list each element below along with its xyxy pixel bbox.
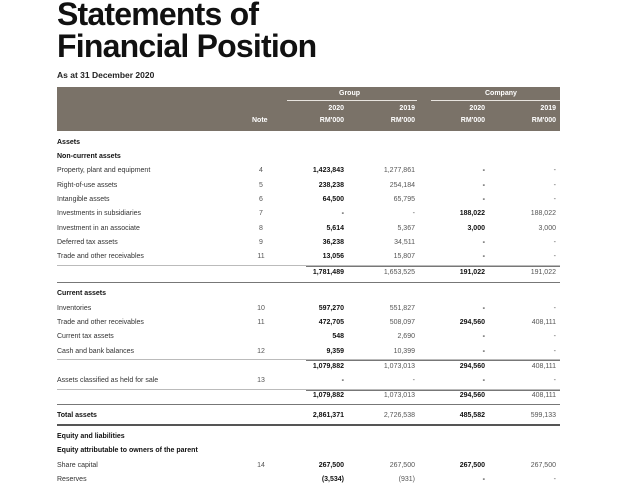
group-2019-cell: 2,690	[397, 333, 415, 340]
company-2019-cell: 3,000	[538, 225, 556, 232]
group-2019-cell: (931)	[398, 476, 415, 483]
table-row	[57, 182, 560, 194]
subtotal-row	[57, 269, 560, 281]
company-2020-cell: -	[482, 377, 485, 384]
title-line-2: Financial Position	[57, 28, 317, 64]
table-row	[57, 210, 560, 222]
company-2020-cell: -	[482, 167, 485, 174]
table-row	[57, 319, 560, 331]
table-row	[57, 239, 560, 251]
group-2019-cell: 1,073,013	[383, 392, 415, 399]
table-row	[57, 196, 560, 208]
group-2019-cell: 34,511	[394, 239, 415, 246]
company-2020-cell: 294,560	[459, 363, 485, 370]
company-2019-cell: -	[553, 167, 556, 174]
row-label: Current tax assets	[57, 333, 114, 340]
note-cell: 9	[259, 239, 263, 246]
row-label: Non-current assets	[57, 153, 121, 160]
company-2019-cell: -	[553, 377, 556, 384]
header-group-rule	[287, 100, 417, 101]
table-row	[57, 305, 560, 317]
subtotal-row	[57, 363, 560, 375]
group-2019-cell: 65,795	[393, 196, 415, 203]
group-2020-cell: 2,861,371	[312, 412, 344, 419]
group-2019-cell: 267,500	[389, 462, 415, 469]
header-unit-3: RM'000	[460, 117, 485, 124]
table-row	[57, 167, 560, 179]
group-2019-cell: 15,807	[393, 253, 415, 260]
group-2020-cell: (3,534)	[321, 476, 344, 483]
note-cell: 12	[257, 348, 265, 355]
header-year-2: 2019	[399, 105, 415, 112]
company-2019-cell: 408,111	[531, 319, 556, 326]
note-cell: 14	[257, 462, 265, 469]
header-unit-4: RM'000	[531, 117, 556, 124]
note-cell: 6	[259, 196, 263, 203]
company-2020-cell: 294,560	[459, 319, 485, 326]
group-2020-cell: 36,238	[322, 239, 344, 246]
group-2019-cell: -	[412, 210, 415, 217]
row-label: Reserves	[57, 476, 87, 483]
note-cell: 13	[257, 377, 265, 384]
group-2019-cell: 5,367	[397, 225, 415, 232]
company-2019-cell: 191,022	[530, 269, 556, 276]
company-2019-cell: -	[553, 196, 556, 203]
group-2019-cell: -	[412, 377, 415, 384]
row-label: Assets classified as held for sale	[57, 377, 159, 384]
page-title	[57, 0, 316, 62]
company-2019-cell: -	[553, 348, 556, 355]
company-2019-cell: -	[553, 333, 556, 340]
group-2020-cell: 238,238	[318, 182, 344, 189]
group-2020-cell: 597,270	[318, 305, 344, 312]
row-label: Share capital	[57, 462, 98, 469]
row-label: Property, plant and equipment	[57, 167, 151, 174]
note-cell: 11	[257, 253, 265, 260]
company-2019-cell: 408,111	[531, 363, 556, 370]
title-line-1: Statements of	[57, 0, 259, 32]
row-label: Cash and bank balances	[57, 348, 135, 355]
company-2020-cell: -	[482, 182, 485, 189]
subtotal-rule	[306, 266, 560, 267]
group-2020-cell: 1,079,882	[312, 363, 344, 370]
company-2019-cell: 267,500	[530, 462, 556, 469]
group-2020-cell: 13,056	[322, 253, 344, 260]
section-equity-parent	[57, 447, 560, 459]
total-double-rule	[57, 424, 560, 426]
group-2020-cell: 1,079,882	[312, 392, 344, 399]
subtitle: As at 31 December 2020	[57, 70, 155, 80]
company-2019-cell: -	[553, 182, 556, 189]
group-2019-cell: 508,097	[389, 319, 415, 326]
company-2020-cell: 267,500	[459, 462, 485, 469]
row-label: Trade and other receivables	[57, 319, 144, 326]
header-year-3: 2020	[469, 105, 485, 112]
row-label: Right-of-use assets	[57, 182, 118, 189]
note-cell: 4	[259, 167, 263, 174]
company-2020-cell: -	[482, 239, 485, 246]
header-company: Company	[485, 90, 517, 97]
row-label: Intangible assets	[57, 196, 110, 203]
section-divider	[57, 282, 560, 283]
company-2019-cell: -	[553, 305, 556, 312]
table-row	[57, 225, 560, 237]
company-2020-cell: -	[482, 253, 485, 260]
company-2019-cell: -	[553, 476, 556, 483]
row-label: Equity and liabilities	[57, 433, 125, 440]
table-row	[57, 462, 560, 474]
group-2020-cell: 472,705	[318, 319, 344, 326]
company-2020-cell: 191,022	[459, 269, 485, 276]
row-label: Assets	[57, 139, 80, 146]
header-unit-1: RM'000	[319, 117, 344, 124]
group-2020-cell: 1,423,843	[312, 167, 344, 174]
group-2019-cell: 2,726,538	[383, 412, 415, 419]
company-2019-cell: 188,022	[530, 210, 556, 217]
table-header	[57, 87, 560, 131]
group-2019-cell: 10,399	[393, 348, 415, 355]
group-2020-cell: 9,359	[326, 348, 344, 355]
note-cell: 11	[257, 319, 265, 326]
row-label: Investments in subsidiaries	[57, 210, 142, 217]
header-group: Group	[339, 90, 360, 97]
table-row	[57, 333, 560, 345]
subtotal-rule	[306, 360, 560, 361]
group-2020-cell: 267,500	[318, 462, 344, 469]
company-2020-cell: 485,582	[459, 412, 485, 419]
row-label: Investment in an associate	[57, 225, 140, 232]
company-2019-cell: 408,111	[531, 392, 556, 399]
company-2020-cell: 3,000	[467, 225, 485, 232]
group-2020-cell: 5,614	[326, 225, 344, 232]
company-2020-cell: -	[482, 333, 485, 340]
header-year-1: 2020	[328, 105, 344, 112]
table-row	[57, 476, 560, 488]
subtotal-row	[57, 392, 560, 404]
company-2020-cell: -	[482, 476, 485, 483]
company-2020-cell: 294,560	[459, 392, 485, 399]
row-label: Equity attributable to owners of the parent	[57, 447, 198, 454]
total-assets-row	[57, 412, 560, 424]
group-2020-cell: 548	[332, 333, 344, 340]
section-divider	[57, 404, 560, 405]
group-2019-cell: 551,827	[389, 305, 415, 312]
row-label: Total assets	[57, 412, 97, 419]
row-label: Current assets	[57, 290, 107, 297]
note-cell: 10	[257, 305, 265, 312]
header-company-rule	[431, 100, 560, 101]
note-cell: 5	[259, 182, 263, 189]
company-2020-cell: -	[482, 348, 485, 355]
company-2019-cell: 599,133	[530, 412, 556, 419]
company-2020-cell: -	[482, 196, 485, 203]
group-2019-cell: 1,653,525	[383, 269, 415, 276]
section-assets	[57, 139, 560, 151]
header-unit-2: RM'000	[390, 117, 415, 124]
row-label: Inventories	[57, 305, 92, 312]
company-2020-cell: -	[482, 305, 485, 312]
note-cell: 7	[259, 210, 263, 217]
group-2020-cell: 1,781,489	[312, 269, 344, 276]
table-row	[57, 253, 560, 265]
group-2019-cell: 1,073,013	[383, 363, 415, 370]
subtotal-rule	[306, 390, 560, 391]
company-2019-cell: -	[553, 239, 556, 246]
group-2020-cell: 64,500	[322, 196, 344, 203]
group-2020-cell: -	[341, 210, 344, 217]
header-note: Note	[252, 117, 268, 124]
note-cell: 8	[259, 225, 263, 232]
group-2019-cell: 1,277,861	[383, 167, 415, 174]
group-2019-cell: 254,184	[389, 182, 415, 189]
row-label: Trade and other receivables	[57, 253, 144, 260]
section-current	[57, 290, 560, 302]
header-year-4: 2019	[540, 105, 556, 112]
section-equity-liabilities	[57, 433, 560, 445]
company-2019-cell: -	[553, 253, 556, 260]
group-2020-cell: -	[341, 377, 344, 384]
row-label: Deferred tax assets	[57, 239, 118, 246]
section-non-current	[57, 153, 560, 165]
table-row	[57, 377, 560, 389]
company-2020-cell: 188,022	[459, 210, 485, 217]
